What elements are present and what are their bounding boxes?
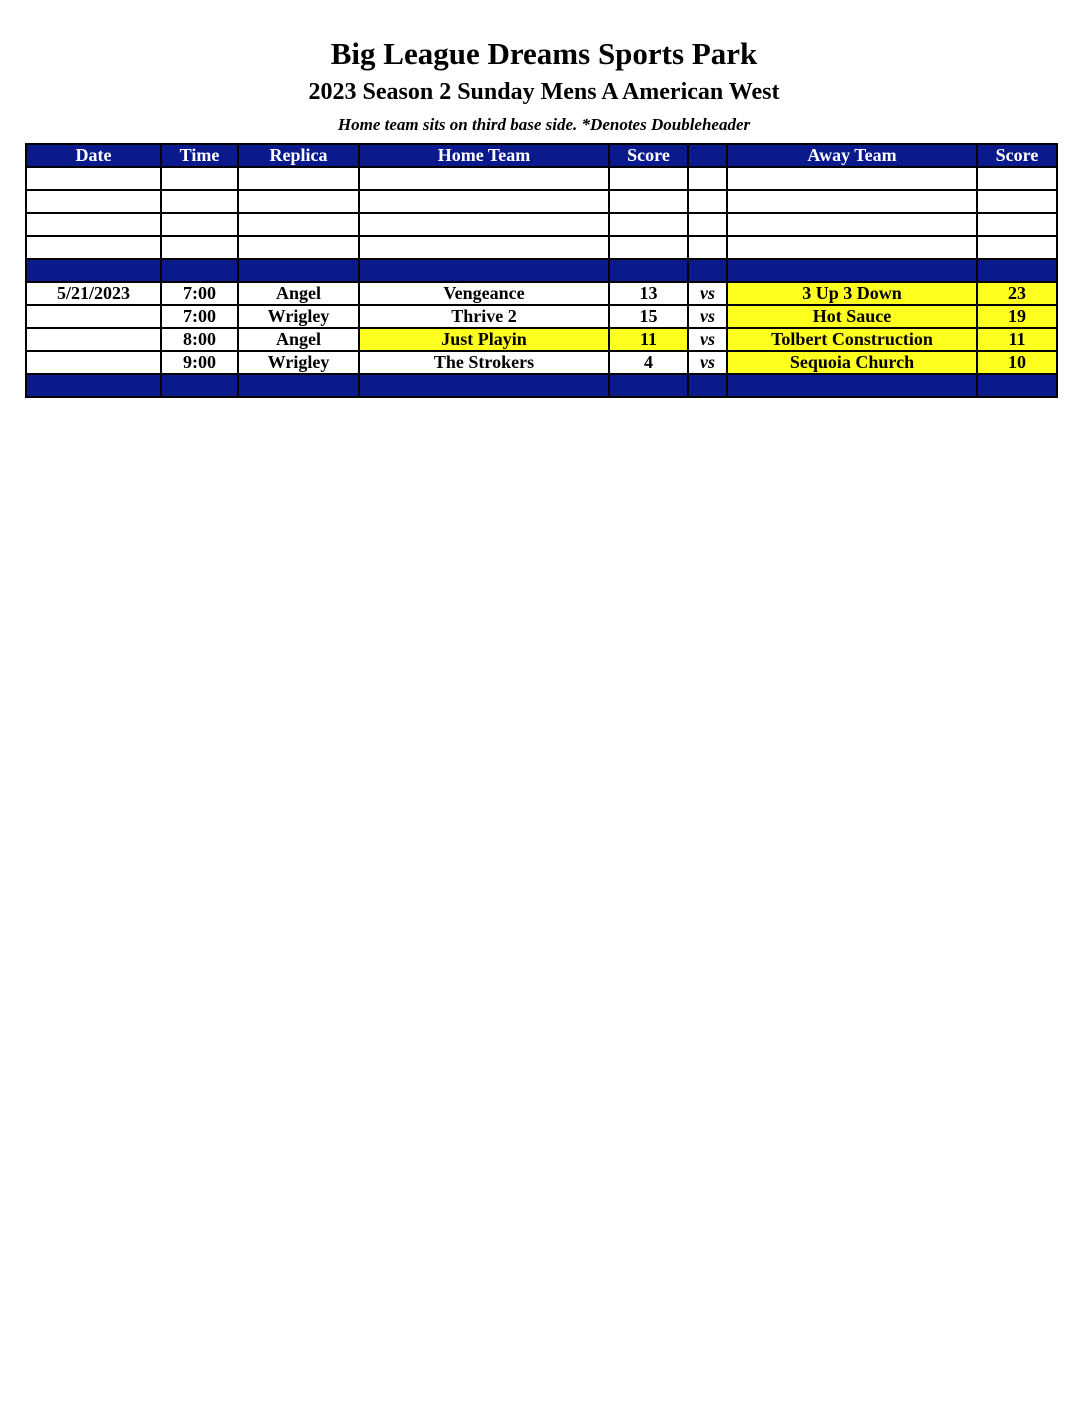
game-row xyxy=(26,351,1057,374)
home-score: 15 xyxy=(609,305,688,328)
page-subtitle: 2023 Season 2 Sunday Mens A American West xyxy=(308,79,780,105)
home-team-tie: Just Playin xyxy=(359,328,609,351)
game-replica: Wrigley xyxy=(238,305,359,328)
column-header-away-score: Score xyxy=(977,144,1057,167)
home-team: Thrive 2 xyxy=(359,305,609,328)
game-time: 7:00 xyxy=(161,282,238,305)
home-score: 13 xyxy=(609,282,688,305)
home-team: The Strokers xyxy=(359,351,609,374)
away-score-tie: 11 xyxy=(977,328,1057,351)
game-row xyxy=(26,305,1057,328)
game-replica: Wrigley xyxy=(238,351,359,374)
game-time: 7:00 xyxy=(161,305,238,328)
column-header-date: Date xyxy=(26,144,161,167)
vs-label: vs xyxy=(688,282,727,305)
column-header-time: Time xyxy=(161,144,238,167)
vs-label: vs xyxy=(688,328,727,351)
game-date xyxy=(26,305,161,328)
away-team-winner: Hot Sauce xyxy=(727,305,977,328)
away-score-winner: 23 xyxy=(977,282,1057,305)
column-header-home-team: Home Team xyxy=(359,144,609,167)
game-row xyxy=(26,282,1057,305)
home-score: 4 xyxy=(609,351,688,374)
empty-row xyxy=(26,236,1057,259)
away-team-tie: Tolbert Construction xyxy=(727,328,977,351)
home-team: Vengeance xyxy=(359,282,609,305)
game-replica: Angel xyxy=(238,282,359,305)
game-replica: Angel xyxy=(238,328,359,351)
game-time: 9:00 xyxy=(161,351,238,374)
game-row xyxy=(26,328,1057,351)
game-date: 5/21/2023 xyxy=(26,282,161,305)
vs-label: vs xyxy=(688,305,727,328)
away-team-winner: Sequoia Church xyxy=(727,351,977,374)
away-team-winner: 3 Up 3 Down xyxy=(727,282,977,305)
schedule-note: Home team sits on third base side. *Denotes Doubleheader xyxy=(337,115,751,134)
game-time: 8:00 xyxy=(161,328,238,351)
away-score-winner: 10 xyxy=(977,351,1057,374)
column-header-replica: Replica xyxy=(238,144,359,167)
column-header-home-score: Score xyxy=(609,144,688,167)
empty-row xyxy=(26,167,1057,190)
column-header-away-team: Away Team xyxy=(727,144,977,167)
table-header-row xyxy=(26,144,1057,167)
empty-row xyxy=(26,213,1057,236)
game-date xyxy=(26,328,161,351)
home-score-tie: 11 xyxy=(609,328,688,351)
separator-band xyxy=(26,259,1057,282)
separator-band xyxy=(26,374,1057,397)
column-header-vs xyxy=(688,144,727,167)
schedule-table xyxy=(25,143,1058,398)
empty-row xyxy=(26,190,1057,213)
vs-label: vs xyxy=(688,351,727,374)
game-date xyxy=(26,351,161,374)
away-score-winner: 19 xyxy=(977,305,1057,328)
page-title: Big League Dreams Sports Park xyxy=(330,36,758,71)
